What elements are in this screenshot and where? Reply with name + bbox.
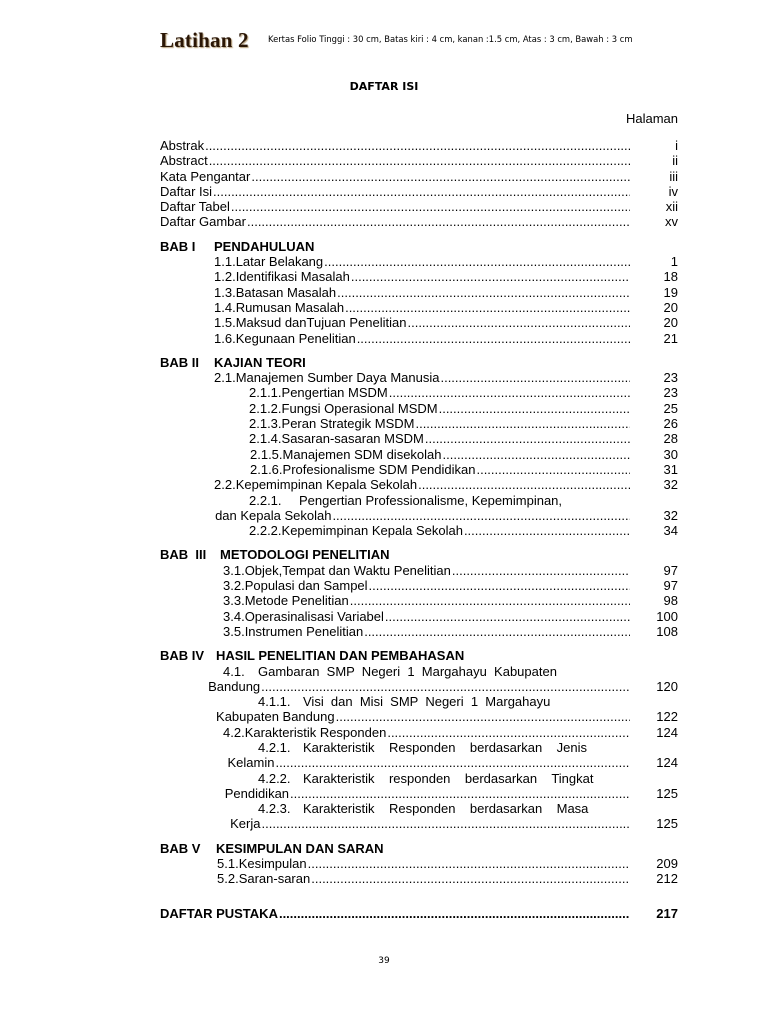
- toc-subentry[interactable]: 2.1.6. Profesionalisme SDM Pendidikan ..... 31: [160, 462, 678, 477]
- toc-subentry[interactable]: 2.2.1. Pengertian Professionalisme, Kepemimpinan,: [249, 492, 563, 508]
- toc-subentry[interactable]: 4.2.2. Karakteristik responden berdasarkan Tingkat: [258, 770, 594, 786]
- toc-entry[interactable]: 3.3. Metode Penelitian ..... 98: [160, 593, 678, 608]
- toc-entry[interactable]: 5.1. Kesimpulan ..... 209: [160, 856, 678, 871]
- toc-entry[interactable]: 4.2. Karakteristik Responden ..... 124: [160, 725, 678, 740]
- toc-entry[interactable]: 3.2. Populasi dan Sampel ..... 97: [160, 578, 678, 593]
- toc-subentry[interactable]: 2.1.4. Sasaran-sasaran MSDM ..... 28: [160, 431, 678, 446]
- toc-subentry[interactable]: 4.2.3. Karakteristik Responden berdasarkan Masa: [258, 801, 589, 817]
- toc-subentry-continuation[interactable]: Pendidikan ..... 125: [160, 786, 678, 801]
- chapter-heading[interactable]: BAB V KESIMPULAN DAN SARAN: [160, 840, 384, 856]
- toc-entry-abstrak[interactable]: Abstrak ..... i: [160, 138, 678, 153]
- toc-subentry[interactable]: 2.1.3. Peran Strategik MSDM ..... 26: [160, 416, 678, 431]
- toc-entry[interactable]: 1.6. Kegunaan Penelitian ..... 21: [160, 331, 678, 346]
- toc-entry[interactable]: 5.2. Saran-saran ..... 212: [160, 871, 678, 886]
- toc-entry[interactable]: 1.5. Maksud danTujuan Penelitian ..... 20: [160, 315, 678, 330]
- table-of-contents: [160, 138, 678, 921]
- page-title: DAFTAR ISI: [349, 80, 419, 93]
- toc-entry[interactable]: 1.3. Batasan Masalah ..... 19: [160, 285, 678, 300]
- exercise-title: Latihan 2: [160, 28, 249, 52]
- toc-entry[interactable]: 2.2. Kepemimpinan Kepala Sekolah ..... 32: [160, 477, 678, 492]
- toc-entry-daftar-gambar[interactable]: Daftar Gambar ..... xv: [160, 214, 678, 229]
- toc-subentry-continuation[interactable]: Kerja ..... 125: [160, 816, 678, 831]
- toc-entry-kata-pengantar[interactable]: Kata Pengantar ..... iii: [160, 169, 678, 184]
- chapter-heading[interactable]: BAB II KAJIAN TEORI: [160, 354, 306, 370]
- toc-subentry-continuation[interactable]: Kelamin ..... 124: [160, 755, 678, 770]
- toc-subentry-continuation[interactable]: Kabupaten Bandung ..... 122: [160, 709, 678, 724]
- chapter-heading[interactable]: BAB III METODOLOGI PENELITIAN: [160, 547, 390, 563]
- toc-entry-daftar-isi[interactable]: Daftar Isi ..... iv: [160, 184, 678, 199]
- toc-subentry[interactable]: 2.1.1. Pengertian MSDM ..... 23: [160, 385, 678, 400]
- toc-entry-continuation[interactable]: Bandung ..... 120: [160, 679, 678, 694]
- toc-entry[interactable]: 1.2. Identifikasi Masalah ..... 18: [160, 269, 678, 284]
- toc-entry[interactable]: 1.1. Latar Belakang ..... 1: [160, 254, 678, 269]
- paper-format-note: Kertas Folio Tinggi : 30 cm, Batas kiri : 4 cm, kanan :1.5 cm, Atas : 3 cm, Bawah : 3 cm: [268, 34, 633, 44]
- toc-subentry-continuation[interactable]: dan Kepala Sekolah ..... 32: [160, 508, 678, 523]
- toc-entry[interactable]: 3.5. Instrumen Penelitian ..... 108: [160, 624, 678, 639]
- page-column-label: Halaman: [625, 111, 678, 126]
- toc-entry[interactable]: 1.4. Rumusan Masalah ..... 20: [160, 300, 678, 315]
- toc-entry[interactable]: 3.1. Objek,Tempat dan Waktu Penelitian ..... 97: [160, 563, 678, 578]
- toc-entry-abstract[interactable]: Abstract ..... ii: [160, 153, 678, 168]
- toc-subentry[interactable]: 4.2.1. Karakteristik Responden berdasarkan Jenis: [258, 739, 587, 755]
- toc-entry-daftar-pustaka[interactable]: DAFTAR PUSTAKA ..... 217: [160, 906, 678, 921]
- toc-entry[interactable]: 2.1. Manajemen Sumber Daya Manusia ..... 23: [160, 370, 678, 385]
- toc-subentry[interactable]: 2.1.5. Manajemen SDM disekolah ..... 30: [160, 447, 678, 462]
- toc-subentry[interactable]: 4.1.1. Visi dan Misi SMP Negeri 1 Margahayu: [258, 694, 551, 710]
- chapter-heading[interactable]: BAB I PENDAHULUAN: [160, 238, 315, 254]
- toc-subentry[interactable]: 2.1.2. Fungsi Operasional MSDM ..... 25: [160, 401, 678, 416]
- chapter-heading[interactable]: BAB IV HASIL PENELITIAN DAN PEMBAHASAN: [160, 648, 465, 664]
- toc-entry[interactable]: 3.4. Operasinalisasi Variabel ..... 100: [160, 609, 678, 624]
- toc-subentry[interactable]: 2.2.2. Kepemimpinan Kepala Sekolah ..... 34: [160, 523, 678, 538]
- toc-entry[interactable]: 4.1. Gambaran SMP Negeri 1 Margahayu Kabupaten: [223, 663, 557, 679]
- page-number: 39: [378, 956, 390, 966]
- toc-entry-daftar-tabel[interactable]: Daftar Tabel ..... xii: [160, 199, 678, 214]
